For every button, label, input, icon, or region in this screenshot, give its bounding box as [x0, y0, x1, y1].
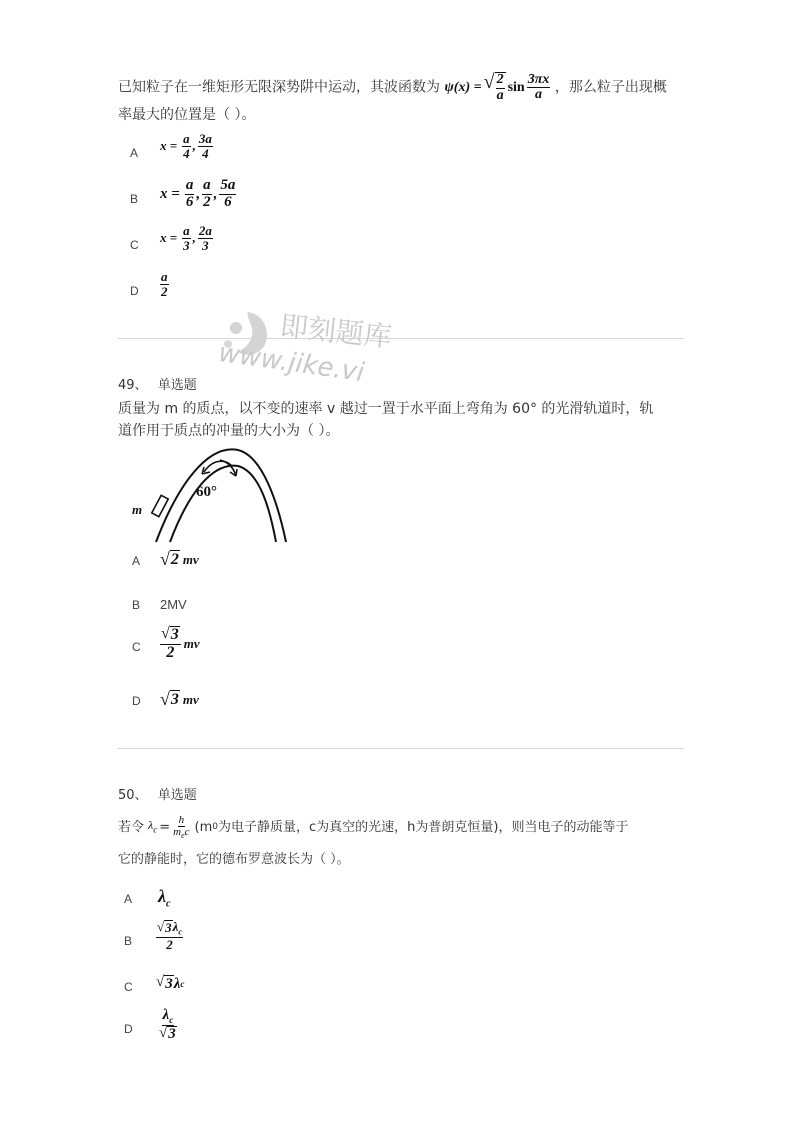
q50-option-a-letter[interactable]: A [124, 892, 133, 906]
q50-option-d-value[interactable]: $\lambda_c$ √ 3 [159, 1007, 176, 1043]
q48-option-a-letter[interactable]: A [130, 146, 139, 160]
q48-option-a-value[interactable]: x = $\frac{a}{4}$ , $\frac{3a}{4}$ [160, 131, 212, 161]
q48-wavefunction: ψ(x) = √ $\frac{2}{a}$ sin $\frac{3\pi x}{a}$ [444, 71, 550, 103]
q49-track-figure [128, 444, 298, 544]
q50-number: 50、 [118, 788, 148, 803]
q48-option-c-letter[interactable]: C [130, 238, 139, 252]
q50-stem-line2: 它的静能时，它的德布罗意波长为（ ）。 [118, 852, 350, 867]
q49-option-b-letter[interactable]: B [132, 598, 141, 612]
q49-option-c-letter[interactable]: C [132, 640, 141, 654]
watermark-url: www.jike.vi [216, 337, 367, 389]
q48-stem-a: 已知粒子在一维矩形无限深势阱中运动，其波函数为 [118, 79, 440, 96]
q49-option-d-value[interactable]: √ 3 mv [160, 689, 199, 709]
q50-option-c-letter[interactable]: C [124, 980, 133, 994]
q50-option-d-letter[interactable]: D [124, 1022, 133, 1036]
q50-option-b-letter[interactable]: B [124, 934, 133, 948]
q49-stem-line1: 质量为 m 的质点，以不变的速率 v 越过一置于水平面上弯角为 60° 的光滑轨道时，轨 [118, 401, 654, 417]
q49-option-d-letter[interactable]: D [132, 694, 141, 708]
divider [118, 748, 684, 749]
q48-option-d-letter[interactable]: D [130, 284, 139, 298]
q49-option-a-letter[interactable]: A [132, 554, 141, 568]
watermark-cn: 即刻题库 [278, 309, 394, 354]
q48-stem-line2: 率最大的位置是（ ）。 [118, 107, 256, 123]
q50-option-b-value[interactable]: √ 3 $\lambda_c$ 2 [157, 919, 182, 952]
q50-option-c-value[interactable]: √ 3 λ c [156, 974, 185, 992]
q50-header [118, 782, 197, 809]
watermark [218, 292, 448, 402]
q48-option-d-value[interactable]: $\frac{a}{2}$ [161, 269, 168, 299]
q49-fig-angle: 60° [196, 484, 217, 500]
q48-option-b-letter[interactable]: B [130, 192, 139, 206]
q48-option-b-value[interactable]: x = $\frac{a}{6}$ , $\frac{a}{2}$ , $\frac{5a}{6}$ [160, 177, 236, 210]
q49-header [118, 372, 197, 399]
q49-number: 49、 [118, 378, 148, 393]
q49-option-a-value[interactable]: √ 2 mv [160, 549, 199, 569]
q49-option-b-value[interactable]: 2MV [160, 597, 187, 612]
q49-fig-mass: m [132, 502, 143, 517]
q48-stem-b: ，那么粒子出现概 [554, 79, 667, 96]
q48-stem-line1 [118, 72, 667, 103]
q50-stem-line1: 若令 $\lambda_c$ = $\frac{h}{m_ec}$ (m 0 为电子静质量，c为真空的光速，h为普朗克恒量)，则当电子的动能等于 [118, 813, 629, 841]
q49-option-c-value[interactable]: √ 3 2 mv [161, 625, 200, 661]
q49-stem-line2: 道作用于质点的冲量的大小为（ ）。 [118, 423, 340, 439]
q50-option-a-value[interactable]: $\lambda_c$ [158, 886, 171, 910]
q48-option-c-value[interactable]: x = $\frac{a}{3}$ , $\frac{2a}{3}$ [160, 223, 212, 253]
q50-type: 单选题 [157, 788, 197, 803]
q49-type: 单选题 [157, 378, 197, 393]
